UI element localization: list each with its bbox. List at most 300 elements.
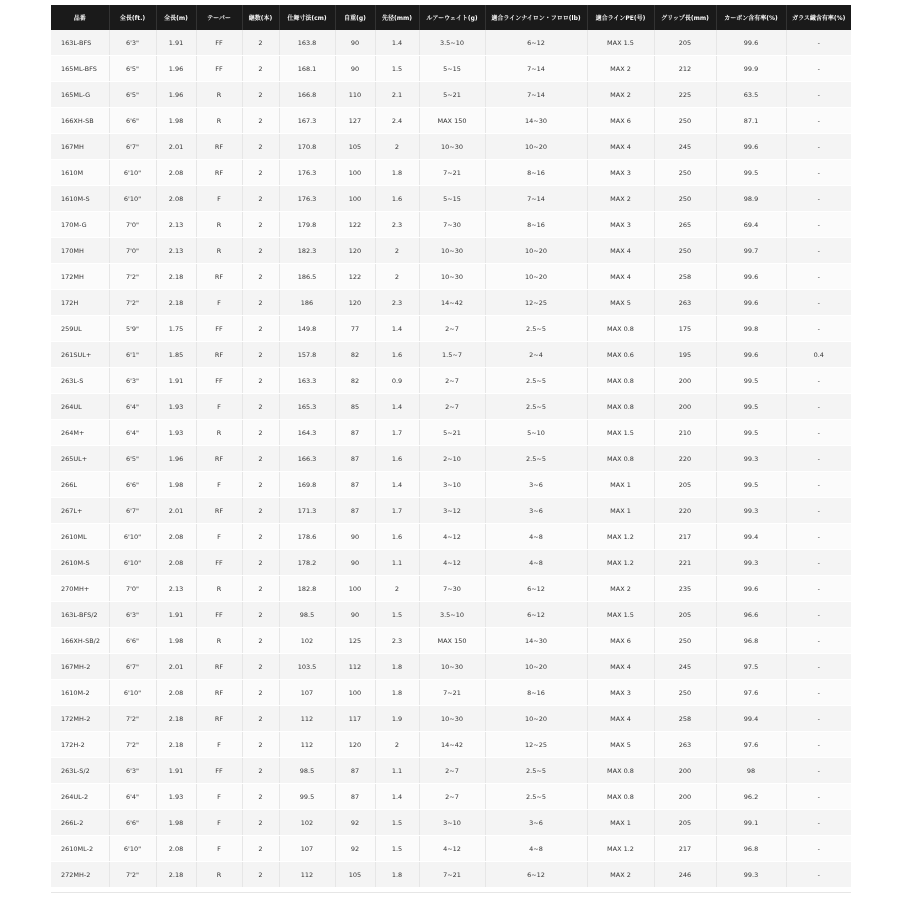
- table-cell: 205: [654, 602, 716, 628]
- table-cell: 4~12: [419, 550, 485, 576]
- table-cell: 1.8: [375, 862, 419, 888]
- table-cell: 99.5: [716, 368, 786, 394]
- table-cell: 200: [654, 394, 716, 420]
- table-cell: MAX 6: [587, 108, 654, 134]
- table-cell: 170.8: [279, 134, 335, 160]
- table-cell: 2: [242, 706, 279, 732]
- table-cell: F: [196, 472, 242, 498]
- table-cell: 2: [242, 160, 279, 186]
- table-cell: MAX 0.8: [587, 758, 654, 784]
- table-cell: 6'10": [109, 836, 156, 862]
- table-cell: -: [786, 602, 851, 628]
- table-cell: -: [786, 212, 851, 238]
- table-cell: 90: [335, 524, 375, 550]
- table-cell: 90: [335, 56, 375, 82]
- model-number-cell: 264UL: [51, 394, 109, 420]
- table-cell: 87: [335, 420, 375, 446]
- table-cell: 90: [335, 602, 375, 628]
- table-cell: RF: [196, 342, 242, 368]
- table-cell: 7'0": [109, 238, 156, 264]
- table-cell: MAX 2: [587, 186, 654, 212]
- model-number-cell: 165ML-BFS: [51, 56, 109, 82]
- table-cell: MAX 4: [587, 134, 654, 160]
- table-cell: 112: [335, 654, 375, 680]
- model-number-cell: 2610ML-2: [51, 836, 109, 862]
- table-cell: 2~7: [419, 368, 485, 394]
- model-number-cell: 272MH-2: [51, 862, 109, 888]
- table-cell: 6'10": [109, 680, 156, 706]
- table-bottom-divider: [51, 892, 851, 893]
- table-row: [51, 602, 851, 628]
- table-cell: 1.6: [375, 342, 419, 368]
- table-cell: 166.3: [279, 446, 335, 472]
- table-cell: 2: [242, 784, 279, 810]
- table-cell: 2: [242, 836, 279, 862]
- table-cell: 6'3": [109, 368, 156, 394]
- table-cell: 2: [242, 186, 279, 212]
- table-cell: 2: [375, 732, 419, 758]
- model-number-cell: 266L-2: [51, 810, 109, 836]
- table-cell: 2: [242, 212, 279, 238]
- table-cell: F: [196, 732, 242, 758]
- table-cell: 10~20: [485, 654, 587, 680]
- table-cell: MAX 2: [587, 576, 654, 602]
- column-header: 全長(ft.): [109, 5, 156, 30]
- table-cell: 10~20: [485, 264, 587, 290]
- table-cell: 6'10": [109, 550, 156, 576]
- table-cell: 2.13: [156, 212, 196, 238]
- table-cell: 99.6: [716, 576, 786, 602]
- table-cell: MAX 1.2: [587, 524, 654, 550]
- table-cell: 0.9: [375, 368, 419, 394]
- table-cell: 169.8: [279, 472, 335, 498]
- table-cell: 2: [242, 446, 279, 472]
- table-cell: 99.6: [716, 342, 786, 368]
- model-number-cell: 266L: [51, 472, 109, 498]
- table-cell: -: [786, 654, 851, 680]
- table-cell: 2.01: [156, 654, 196, 680]
- table-cell: 2.5~5: [485, 316, 587, 342]
- table-row: [51, 550, 851, 576]
- model-number-cell: 265UL+: [51, 446, 109, 472]
- table-cell: -: [786, 446, 851, 472]
- table-cell: MAX 2: [587, 82, 654, 108]
- table-cell: 87: [335, 784, 375, 810]
- table-cell: 127: [335, 108, 375, 134]
- table-cell: 2~7: [419, 316, 485, 342]
- table-cell: MAX 2: [587, 56, 654, 82]
- table-cell: 2.18: [156, 862, 196, 888]
- table-cell: 168.1: [279, 56, 335, 82]
- table-row: [51, 446, 851, 472]
- table-cell: 14~30: [485, 108, 587, 134]
- table-row: [51, 680, 851, 706]
- table-cell: FF: [196, 56, 242, 82]
- table-cell: -: [786, 524, 851, 550]
- model-number-cell: 172MH-2: [51, 706, 109, 732]
- table-cell: 82: [335, 342, 375, 368]
- table-cell: 87.1: [716, 108, 786, 134]
- table-cell: 1.1: [375, 550, 419, 576]
- table-cell: FF: [196, 602, 242, 628]
- table-cell: 2: [242, 498, 279, 524]
- table-cell: 2: [242, 862, 279, 888]
- table-cell: 99.3: [716, 550, 786, 576]
- model-number-cell: 166XH-SB: [51, 108, 109, 134]
- table-cell: 1.85: [156, 342, 196, 368]
- table-cell: MAX 1.5: [587, 420, 654, 446]
- table-cell: -: [786, 420, 851, 446]
- table-cell: 4~8: [485, 524, 587, 550]
- table-cell: 110: [335, 82, 375, 108]
- table-body: [51, 30, 851, 888]
- table-cell: 105: [335, 862, 375, 888]
- table-cell: 2.18: [156, 706, 196, 732]
- table-cell: 1.91: [156, 368, 196, 394]
- table-cell: 107: [279, 836, 335, 862]
- table-cell: 1.91: [156, 758, 196, 784]
- table-cell: RF: [196, 446, 242, 472]
- table-cell: 99.5: [716, 420, 786, 446]
- table-cell: 2: [242, 524, 279, 550]
- table-cell: 1.5: [375, 56, 419, 82]
- table-cell: 6'5": [109, 56, 156, 82]
- table-cell: FF: [196, 316, 242, 342]
- table-cell: MAX 1: [587, 498, 654, 524]
- table-cell: MAX 4: [587, 264, 654, 290]
- table-cell: 2: [242, 30, 279, 56]
- table-cell: -: [786, 82, 851, 108]
- table-cell: 2.18: [156, 264, 196, 290]
- table-cell: 250: [654, 680, 716, 706]
- table-cell: MAX 4: [587, 706, 654, 732]
- table-cell: 1.7: [375, 498, 419, 524]
- table-cell: 182.3: [279, 238, 335, 264]
- table-cell: 2: [242, 316, 279, 342]
- table-cell: R: [196, 576, 242, 602]
- column-header: グリップ長(mm): [654, 5, 716, 30]
- table-cell: RF: [196, 680, 242, 706]
- model-number-cell: 270MH+: [51, 576, 109, 602]
- table-cell: 210: [654, 420, 716, 446]
- table-cell: 92: [335, 810, 375, 836]
- table-cell: 99.6: [716, 134, 786, 160]
- table-cell: 6~12: [485, 30, 587, 56]
- table-cell: 77: [335, 316, 375, 342]
- table-cell: 6'7": [109, 134, 156, 160]
- table-cell: 2.5~5: [485, 784, 587, 810]
- table-cell: 12~25: [485, 732, 587, 758]
- table-cell: 97.6: [716, 732, 786, 758]
- table-cell: 205: [654, 30, 716, 56]
- table-cell: 2: [242, 472, 279, 498]
- table-cell: 1.98: [156, 628, 196, 654]
- table-cell: 87: [335, 472, 375, 498]
- table-cell: 2~4: [485, 342, 587, 368]
- table-cell: 112: [279, 862, 335, 888]
- table-cell: 6'7": [109, 498, 156, 524]
- table-cell: 100: [335, 186, 375, 212]
- table-cell: 182.8: [279, 576, 335, 602]
- table-cell: 96.8: [716, 836, 786, 862]
- table-cell: 6'5": [109, 82, 156, 108]
- table-cell: 2.3: [375, 628, 419, 654]
- model-number-cell: 267L+: [51, 498, 109, 524]
- table-cell: 87: [335, 498, 375, 524]
- table-cell: 99.1: [716, 810, 786, 836]
- table-cell: 1.98: [156, 108, 196, 134]
- table-cell: 217: [654, 524, 716, 550]
- table-cell: 2: [242, 550, 279, 576]
- column-header: ガラス繊含有率(%): [786, 5, 851, 30]
- table-cell: 2.1: [375, 82, 419, 108]
- table-cell: 200: [654, 368, 716, 394]
- table-row: [51, 30, 851, 56]
- table-cell: 1.96: [156, 56, 196, 82]
- table-cell: -: [786, 30, 851, 56]
- table-cell: -: [786, 108, 851, 134]
- table-cell: 99.5: [716, 472, 786, 498]
- table-cell: 6'6": [109, 472, 156, 498]
- table-cell: 2: [242, 576, 279, 602]
- table-cell: 99.3: [716, 498, 786, 524]
- table-cell: 179.8: [279, 212, 335, 238]
- table-cell: 112: [279, 706, 335, 732]
- table-cell: 99.6: [716, 264, 786, 290]
- table-cell: 98.5: [279, 602, 335, 628]
- table-header: [51, 5, 851, 30]
- table-cell: 258: [654, 706, 716, 732]
- table-cell: 102: [279, 810, 335, 836]
- table-cell: 99.5: [279, 784, 335, 810]
- header-row: [51, 5, 851, 30]
- table-cell: 2: [242, 394, 279, 420]
- table-cell: 3~6: [485, 472, 587, 498]
- table-cell: 7~14: [485, 82, 587, 108]
- table-cell: 10~20: [485, 706, 587, 732]
- table-cell: MAX 4: [587, 654, 654, 680]
- table-cell: 2.13: [156, 576, 196, 602]
- table-cell: 245: [654, 134, 716, 160]
- table-cell: 2: [242, 368, 279, 394]
- table-cell: 107: [279, 680, 335, 706]
- table-cell: 4~8: [485, 550, 587, 576]
- table-cell: 1.4: [375, 316, 419, 342]
- table-cell: MAX 1: [587, 472, 654, 498]
- table-cell: 6'6": [109, 810, 156, 836]
- table-cell: -: [786, 810, 851, 836]
- table-cell: 87: [335, 758, 375, 784]
- table-cell: 2.08: [156, 836, 196, 862]
- table-cell: 157.8: [279, 342, 335, 368]
- table-cell: 10~20: [485, 238, 587, 264]
- table-cell: F: [196, 524, 242, 550]
- table-cell: 178.2: [279, 550, 335, 576]
- table-cell: 82: [335, 368, 375, 394]
- table-row: [51, 316, 851, 342]
- table-cell: 6'10": [109, 524, 156, 550]
- table-cell: 98.5: [279, 758, 335, 784]
- table-cell: 1.6: [375, 524, 419, 550]
- table-cell: 7~21: [419, 862, 485, 888]
- table-cell: 14~42: [419, 732, 485, 758]
- model-number-cell: 172H-2: [51, 732, 109, 758]
- table-cell: 7'2": [109, 264, 156, 290]
- table-cell: -: [786, 472, 851, 498]
- table-row: [51, 342, 851, 368]
- table-cell: R: [196, 238, 242, 264]
- table-cell: -: [786, 498, 851, 524]
- table-cell: -: [786, 862, 851, 888]
- table-cell: -: [786, 264, 851, 290]
- table-cell: 7~21: [419, 160, 485, 186]
- table-cell: 99.3: [716, 446, 786, 472]
- table-cell: 3~6: [485, 498, 587, 524]
- table-cell: MAX 5: [587, 732, 654, 758]
- table-cell: 163.3: [279, 368, 335, 394]
- table-cell: 12~25: [485, 290, 587, 316]
- table-cell: 1.5: [375, 836, 419, 862]
- table-cell: 7'2": [109, 862, 156, 888]
- table-cell: R: [196, 420, 242, 446]
- table-cell: 99.7: [716, 238, 786, 264]
- table-cell: 250: [654, 160, 716, 186]
- column-header: テーパー: [196, 5, 242, 30]
- spec-table-container: [51, 5, 851, 888]
- table-row: [51, 394, 851, 420]
- table-cell: -: [786, 56, 851, 82]
- table-row: [51, 420, 851, 446]
- table-cell: 6'3": [109, 30, 156, 56]
- model-number-cell: 167MH: [51, 134, 109, 160]
- table-cell: 99.4: [716, 706, 786, 732]
- table-cell: 200: [654, 758, 716, 784]
- table-cell: FF: [196, 30, 242, 56]
- table-cell: 98.9: [716, 186, 786, 212]
- table-cell: MAX 6: [587, 628, 654, 654]
- table-cell: 8~16: [485, 160, 587, 186]
- table-cell: -: [786, 134, 851, 160]
- table-cell: 220: [654, 446, 716, 472]
- table-cell: 99.6: [716, 30, 786, 56]
- model-number-cell: 1610M-2: [51, 680, 109, 706]
- table-cell: F: [196, 290, 242, 316]
- table-cell: 2: [242, 134, 279, 160]
- table-cell: 10~30: [419, 264, 485, 290]
- table-cell: 176.3: [279, 186, 335, 212]
- table-cell: 166.8: [279, 82, 335, 108]
- table-cell: 220: [654, 498, 716, 524]
- table-cell: 250: [654, 186, 716, 212]
- table-cell: 2.08: [156, 186, 196, 212]
- table-cell: 200: [654, 784, 716, 810]
- table-cell: MAX 150: [419, 108, 485, 134]
- table-cell: 4~8: [485, 836, 587, 862]
- table-cell: 1.75: [156, 316, 196, 342]
- table-row: [51, 628, 851, 654]
- table-cell: 1.98: [156, 810, 196, 836]
- model-number-cell: 172H: [51, 290, 109, 316]
- table-cell: 2: [242, 654, 279, 680]
- table-row: [51, 862, 851, 888]
- table-cell: 186: [279, 290, 335, 316]
- table-cell: 6~12: [485, 602, 587, 628]
- column-header: 全長(m): [156, 5, 196, 30]
- table-cell: MAX 0.6: [587, 342, 654, 368]
- table-cell: 5~15: [419, 186, 485, 212]
- table-cell: 7'0": [109, 576, 156, 602]
- table-cell: 2: [375, 264, 419, 290]
- column-header: 仕舞寸法(cm): [279, 5, 335, 30]
- table-cell: 2: [242, 56, 279, 82]
- table-cell: MAX 0.8: [587, 784, 654, 810]
- table-cell: -: [786, 576, 851, 602]
- table-cell: 99.4: [716, 524, 786, 550]
- table-cell: 99.9: [716, 56, 786, 82]
- table-cell: 163.8: [279, 30, 335, 56]
- table-cell: 112: [279, 732, 335, 758]
- table-cell: 2.18: [156, 732, 196, 758]
- table-cell: 1.6: [375, 446, 419, 472]
- model-number-cell: 264UL-2: [51, 784, 109, 810]
- table-cell: 1.8: [375, 654, 419, 680]
- table-row: [51, 160, 851, 186]
- table-cell: 90: [335, 30, 375, 56]
- table-cell: 5~15: [419, 56, 485, 82]
- table-cell: 2: [242, 758, 279, 784]
- table-cell: 250: [654, 238, 716, 264]
- table-cell: 14~30: [485, 628, 587, 654]
- table-cell: -: [786, 680, 851, 706]
- table-cell: MAX 2: [587, 862, 654, 888]
- table-cell: 217: [654, 836, 716, 862]
- table-cell: 171.3: [279, 498, 335, 524]
- column-header: 自重(g): [335, 5, 375, 30]
- table-cell: 2: [242, 680, 279, 706]
- table-cell: 2.08: [156, 524, 196, 550]
- table-cell: 2: [242, 82, 279, 108]
- table-cell: 10~20: [485, 134, 587, 160]
- table-cell: 1.4: [375, 472, 419, 498]
- table-cell: 2~10: [419, 446, 485, 472]
- table-cell: 2.3: [375, 290, 419, 316]
- table-cell: 175: [654, 316, 716, 342]
- table-cell: 2.5~5: [485, 758, 587, 784]
- table-cell: MAX 3: [587, 680, 654, 706]
- table-cell: 97.6: [716, 680, 786, 706]
- table-cell: MAX 0.8: [587, 316, 654, 342]
- model-number-cell: 2610ML: [51, 524, 109, 550]
- table-cell: 117: [335, 706, 375, 732]
- model-number-cell: 261SUL+: [51, 342, 109, 368]
- table-row: [51, 758, 851, 784]
- table-cell: F: [196, 186, 242, 212]
- table-cell: -: [786, 186, 851, 212]
- table-cell: RF: [196, 654, 242, 680]
- table-cell: R: [196, 82, 242, 108]
- table-cell: 1.4: [375, 394, 419, 420]
- table-cell: 120: [335, 290, 375, 316]
- table-cell: MAX 4: [587, 238, 654, 264]
- table-cell: 245: [654, 654, 716, 680]
- table-cell: MAX 1.5: [587, 30, 654, 56]
- table-cell: 2.5~5: [485, 368, 587, 394]
- table-cell: FF: [196, 758, 242, 784]
- table-row: [51, 264, 851, 290]
- table-cell: -: [786, 550, 851, 576]
- table-cell: 0.4: [786, 342, 851, 368]
- model-number-cell: 167MH-2: [51, 654, 109, 680]
